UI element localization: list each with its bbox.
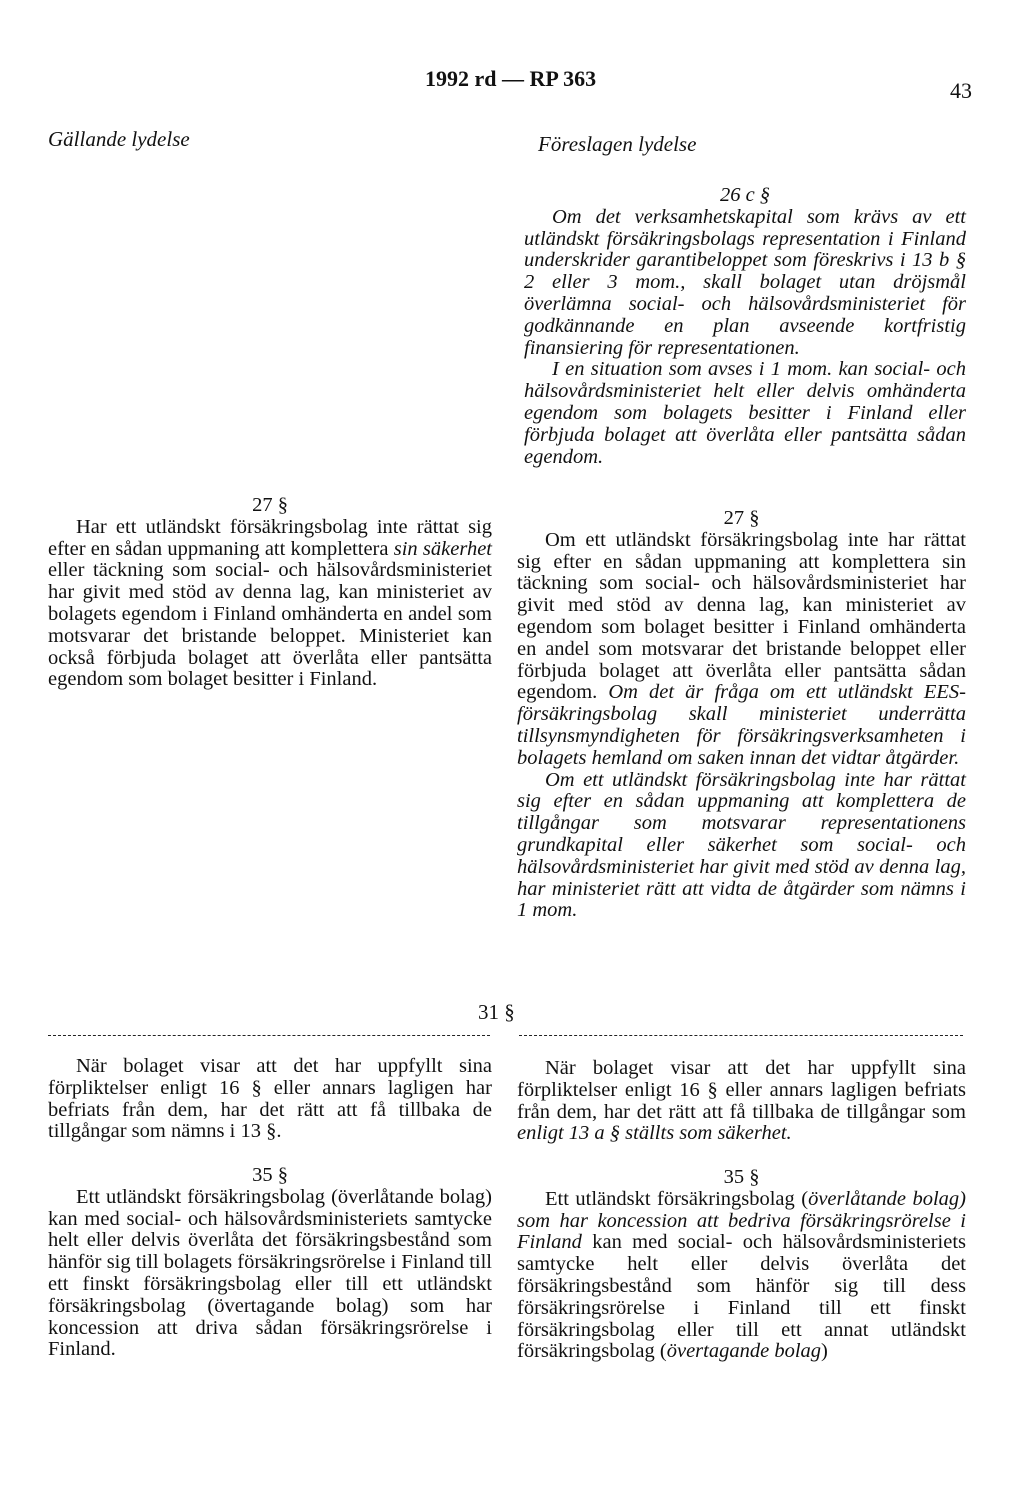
page-number: 43	[950, 78, 972, 103]
section-heading-35: 35 §	[723, 1166, 760, 1188]
paragraph	[48, 517, 492, 691]
left-section-31	[48, 1056, 492, 1143]
text-italic: Om det är fråga om ett utländskt EES-försäkringsbolag skall ministeriet underrätta tillsynsmyndigheten för försäkringsverksamheten i bolagets hemland om saken innan det vidtar åtgärder.	[517, 681, 966, 769]
omission-divider	[519, 1035, 963, 1036]
right-section-27	[517, 508, 966, 922]
omission-divider	[48, 1035, 490, 1036]
text: Om ett utländskt försäkringsbolag inte har rättat sig efter en sådan uppmaning att komplettera sin täckning som social- och hälsovårdsministeriet har givit med stöd av denna lag, kan ministeriet av egendom som bolaget besitter i Finland omhänderta en andel som motsvarar det bristande beloppet eller förbjuda bolaget att överlåta eller pantsätta sådan egendom.	[517, 528, 966, 704]
text-italic: sin säkerhet	[393, 537, 492, 560]
paragraph: Ett utländskt försäkringsbolag (överlåtande bolag) kan med social- och hälsovårdsministeriets samtycke helt eller delvis överlåta det försäkringsbestånd som hänför sig till bolagets försäkringsrörelse i Finland till ett finskt försäkringsbolag eller till ett utländskt försäkringsbolag (övertagande bolag) som har koncession att driva sådan försäkringsrörelse i Finland.	[48, 1185, 492, 1361]
right-section-26c	[524, 185, 966, 468]
paragraph: Om det verksamhetskapital som krävs av ett utländskt försäkringsbolags representation i Finland underskrider garantibeloppet som föreskrivs i 13 b § 2 eller 3 mom., skall bolaget utan dröjsmål överlämna social- och hälsovårdsministeriet för godkännande en plan avseende kortfristig finansiering för representationen.	[524, 205, 966, 359]
left-column-title: Gällande lydelse	[48, 127, 190, 151]
text: )	[821, 1340, 828, 1363]
text: kan med social- och hälsovårdsministeriets samtycke helt eller delvis överlåta det försäkringsbestånd som hänför sig till dess försäkringsrörelse i Finland till ett finskt försäkringsbolag eller till ett annat utländskt försäkringsbolag (	[517, 1231, 966, 1363]
section-heading-27: 27 §	[252, 494, 288, 516]
paragraph	[517, 1189, 966, 1363]
text: Har ett utländskt försäkringsbolag inte rättat sig efter en sådan uppmaning att komplettera	[48, 515, 492, 560]
section-heading-27: 27 §	[723, 507, 760, 529]
paragraph: När bolaget visar att det har uppfyllt sina förpliktelser enligt 16 § eller annars lagligen har befriats från dem, har det rätt att få tillbaka de tillgångar som nämns i 13 §.	[48, 1055, 492, 1143]
paragraph	[517, 1058, 966, 1145]
right-section-35	[517, 1167, 966, 1363]
right-column-title: Föreslagen lydelse	[538, 132, 697, 156]
paragraph	[517, 530, 966, 770]
paragraph: Om ett utländskt försäkringsbolag inte har rättat sig efter en sådan uppmaning att komplettera de tillgångar som motsvarar representationens grundkapital eller säkerhet som social- och hälsovårdsministeriet har givit med stöd av denna lag, har ministeriet rätt att vidta de åtgärder som nämns i 1 mom.	[517, 768, 966, 922]
paragraph: I en situation som avses i 1 mom. kan social- och hälsovårdsministeriet helt eller delvis omhänderta egendom som bolagets besitter i Finland eller förbjuda bolaget att överlåta eller pantsätta sådan egendom.	[524, 358, 966, 468]
text: När bolaget visar att det har uppfyllt sina förpliktelser enligt 16 § eller annars lagligen befriats från dem, har det rätt att få tillbaka de tillgångar som	[517, 1057, 966, 1123]
left-section-27	[48, 495, 492, 691]
left-section-35	[48, 1165, 492, 1361]
section-heading-35: 35 §	[252, 1164, 288, 1186]
text-italic: överlåtande bolag) som har koncession att bedriva försäkringsrörelse i Finland	[517, 1187, 966, 1254]
right-section-31	[517, 1058, 966, 1145]
running-head: 1992 rd — RP 363	[425, 66, 597, 91]
section-heading-26c: 26 c §	[719, 184, 771, 206]
text: Ett utländskt försäkringsbolag (	[545, 1187, 809, 1210]
section-heading-31: 31 §	[478, 1000, 515, 1024]
text: eller täckning som social- och hälsovårdsministeriet har givit med stöd av denna lag, kan ministeriet av bolagets egendom i Finland omhänderta en andel som motsvarar det bristande beloppet. Ministeriet kan också förbjuda bolaget att överlåta eller pantsätta egendom som bolaget besitter i Finland.	[48, 559, 492, 691]
text-italic: övertagande bolag	[666, 1340, 822, 1363]
text-italic: enligt 13 a § ställts som säkerhet.	[517, 1122, 792, 1145]
